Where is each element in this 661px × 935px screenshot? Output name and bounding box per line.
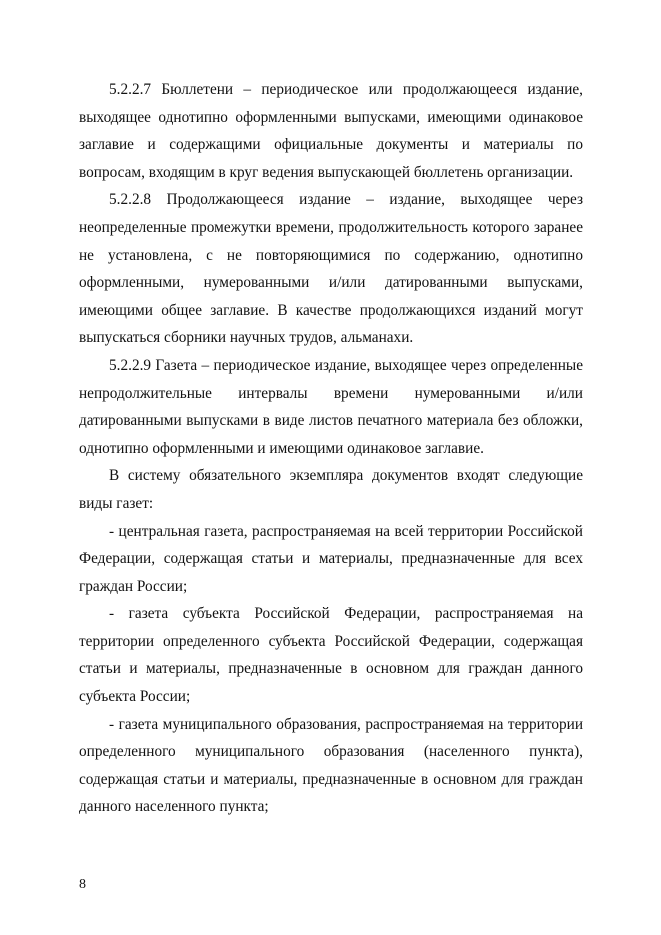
paragraph-newspaper-types-intro: В систему обязательного экземпляра документов входят следующие виды газет: <box>79 467 583 512</box>
list-item-municipal-newspaper: - газета муниципального образования, распространяемая на территории определенного муниципального образования (населенного пункта), содержащая статьи и материалы, предназначенные в основном для граждан данного населенного пункта; <box>79 715 583 816</box>
list-item-subject-newspaper: - газета субъекта Российской Федерации, распространяемая на территории определенного субъекта Российской Федерации, содержащая статьи и материалы, предназначенные в основном для граждан данного субъекта России; <box>79 605 583 706</box>
page-number: 8 <box>79 877 86 892</box>
body-text <box>79 76 583 821</box>
list-item-central-newspaper: - центральная газета, распространяемая на всей территории Российской Федерации, содержащая статьи и материалы, предназначенные для всех граждан России; <box>79 522 583 595</box>
paragraph-5-2-2-7: 5.2.2.7 Бюллетени – периодическое или продолжающееся издание, выходящее однотипно оформленными выпусками, имеющими одинаковое заглавие и содержащими официальные документы и материалы по вопросам, входящим в круг ведения выпускающей бюллетень организации. <box>79 81 583 181</box>
paragraph-5-2-2-9: 5.2.2.9 Газета – периодическое издание, выходящее через определенные непродолжительные интервалы времени нумерованными и/или датированными выпусками в виде листов печатного материала без обложки, однотипно оформленными и имеющими одинаковое заглавие. <box>79 356 583 457</box>
paragraph-5-2-2-8: 5.2.2.8 Продолжающееся издание – издание, выходящее через неопределенные промежутки времени, продолжительность которого заранее не установлена, с не повторяющимися по содержанию, однотипно оформленными, нумерованными и/или датированными выпусками, имеющими общее заглавие. В качестве продолжающихся изданий могут выпускаться сборники научных трудов, альманахи. <box>79 191 583 347</box>
